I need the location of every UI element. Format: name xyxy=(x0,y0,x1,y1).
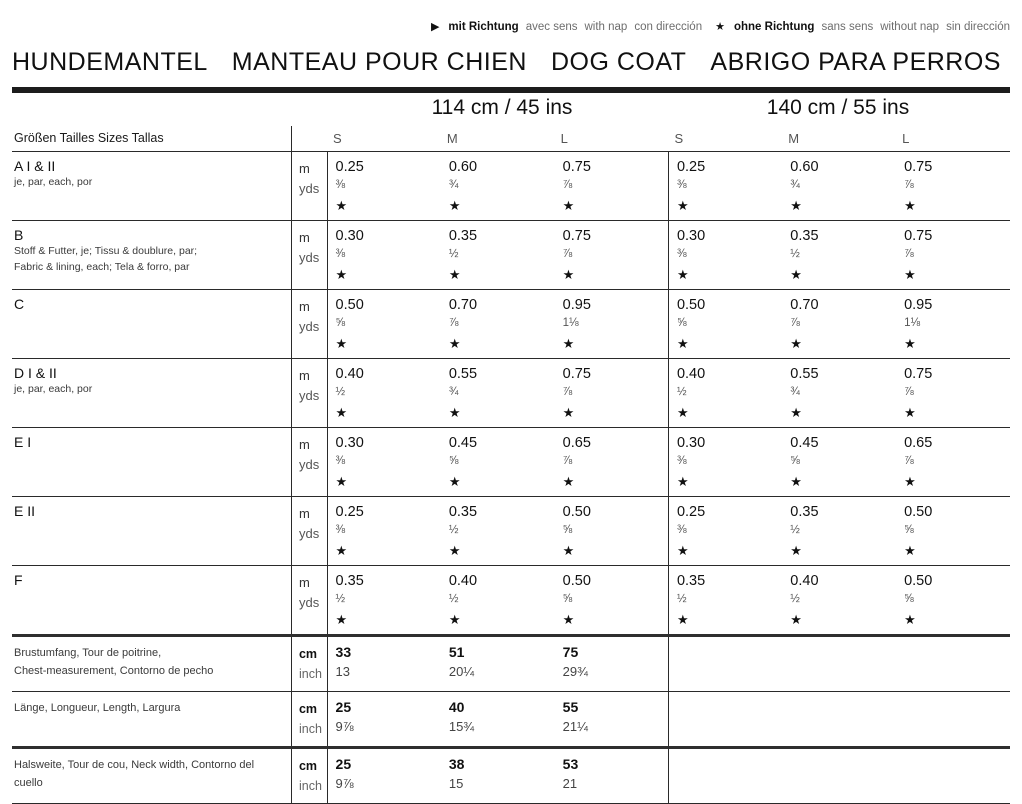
star-marker-icon: ★ xyxy=(904,473,916,489)
amount-meters: 0.50 xyxy=(904,572,933,589)
table-row xyxy=(12,289,1010,358)
star-marker-icon: ★ xyxy=(562,404,575,420)
fabric-amount-cell xyxy=(327,289,441,358)
unit-yards: yds xyxy=(298,387,320,403)
measurement-unit-cell xyxy=(291,691,327,747)
amount-meters: 0.65 xyxy=(562,434,591,451)
fabric-amount-cell xyxy=(782,427,896,496)
star-marker-icon: ★ xyxy=(790,335,802,351)
unit-meters: m xyxy=(298,505,310,521)
piece-label-cell xyxy=(12,496,291,565)
amount-meters: 0.55 xyxy=(790,365,819,382)
amount-meters: 0.60 xyxy=(790,158,819,175)
with-nap-label-de: mit Richtung xyxy=(448,21,519,33)
measurement-value-cell xyxy=(327,691,441,747)
measurement-inch: 15 xyxy=(448,775,464,791)
piece-label-cell xyxy=(12,565,291,635)
star-marker-icon: ★ xyxy=(335,266,348,282)
amount-yards: ½ xyxy=(335,592,346,605)
unit-header-cell xyxy=(291,126,327,151)
piece-label-cell xyxy=(12,427,291,496)
fabric-amount-cell xyxy=(896,427,1010,496)
amount-yards: ½ xyxy=(790,523,800,536)
fabric-amount-cell xyxy=(555,220,669,289)
amount-yards: ⅞ xyxy=(448,316,459,329)
fabric-amount-cell xyxy=(896,496,1010,565)
title-fr: MANTEAU POUR CHIEN xyxy=(231,48,527,76)
measurement-inch: 21¼ xyxy=(562,718,588,734)
amount-yards: ⅞ xyxy=(790,316,800,329)
title-divider xyxy=(12,87,1010,93)
fabric-amount-cell xyxy=(441,358,555,427)
unit-cell xyxy=(291,289,327,358)
amount-yards: ½ xyxy=(790,592,800,605)
unit-meters: m xyxy=(298,160,310,176)
measurement-value-cell xyxy=(327,635,441,691)
star-marker-icon: ★ xyxy=(676,266,689,282)
unit-cell xyxy=(291,358,327,427)
unit-meters: m xyxy=(298,574,310,590)
star-marker-icon: ★ xyxy=(676,611,689,627)
fabric-amount-cell xyxy=(782,289,896,358)
amount-yards: ⅞ xyxy=(904,454,914,467)
amount-meters: 0.75 xyxy=(562,158,591,175)
amount-yards: ⅝ xyxy=(562,592,573,605)
fabric-amount-cell xyxy=(782,358,896,427)
fabric-amount-cell xyxy=(896,565,1010,635)
amount-meters: 0.50 xyxy=(335,296,364,313)
amount-yards: ⅞ xyxy=(562,178,573,191)
amount-meters: 0.30 xyxy=(676,227,706,244)
table-row xyxy=(12,220,1010,289)
amount-yards: ⅜ xyxy=(335,523,346,536)
amount-yards: ⅝ xyxy=(448,454,459,467)
fabric-amount-cell xyxy=(555,151,669,220)
amount-yards: 1⅛ xyxy=(904,316,921,329)
amount-yards: ⅞ xyxy=(562,454,573,467)
star-marker-icon: ★ xyxy=(448,404,461,420)
fabric-amount-cell xyxy=(555,427,669,496)
fabric-amount-cell xyxy=(327,358,441,427)
fabric-amount-cell xyxy=(782,496,896,565)
amount-meters: 0.95 xyxy=(562,296,591,313)
title-de: HUNDEMANTEL xyxy=(12,48,208,76)
amount-yards: ½ xyxy=(335,385,346,398)
star-marker-icon: ★ xyxy=(904,335,916,351)
measurement-cm: 25 xyxy=(335,755,352,772)
fabric-amount-cell xyxy=(668,358,782,427)
piece-sublabel: je, par, each, por xyxy=(14,176,93,188)
star-marker-icon: ★ xyxy=(676,542,689,558)
unit-yards: yds xyxy=(298,318,320,334)
measurement-label: Brustumfang, Tour de poitrine, xyxy=(14,646,162,659)
with-nap-label-es: con dirección xyxy=(634,21,703,33)
star-marker-icon: ★ xyxy=(790,197,802,213)
amount-yards: ¾ xyxy=(790,385,800,398)
unit-cell xyxy=(291,427,327,496)
measurement-value-cell xyxy=(555,691,669,747)
star-marker-icon: ★ xyxy=(562,542,575,558)
amount-meters: 0.65 xyxy=(904,434,933,451)
fabric-amount-cell xyxy=(441,565,555,635)
unit-cell xyxy=(291,220,327,289)
star-marker-icon: ★ xyxy=(448,266,461,282)
measurement-empty-cell xyxy=(668,635,1010,691)
measurement-empty-cell xyxy=(668,747,1010,803)
piece-label-cell xyxy=(12,358,291,427)
star-marker-icon: ★ xyxy=(448,473,461,489)
unit-yards: yds xyxy=(298,180,320,196)
star-marker-icon: ★ xyxy=(448,611,461,627)
with-nap-legend-group xyxy=(431,22,702,34)
without-nap-label-en: without nap xyxy=(880,21,940,33)
amount-yards: ⅜ xyxy=(676,523,687,536)
amount-meters: 0.75 xyxy=(562,365,591,382)
star-marker-icon: ★ xyxy=(904,404,916,420)
fabric-amount-cell xyxy=(668,496,782,565)
amount-meters: 0.55 xyxy=(448,365,478,382)
star-marker-icon: ★ xyxy=(904,197,916,213)
fabric-amount-cell xyxy=(668,289,782,358)
amount-yards: ⅜ xyxy=(335,454,346,467)
measurement-cm: 38 xyxy=(448,755,465,772)
measurement-label-cell xyxy=(12,691,291,747)
measurement-cm: 53 xyxy=(562,755,579,772)
amount-meters: 0.50 xyxy=(904,503,933,520)
amount-yards: ⅝ xyxy=(676,316,687,329)
star-marker-icon: ★ xyxy=(790,266,802,282)
fabric-width-140: 140 cm / 55 ins xyxy=(766,96,910,119)
unit-meters: m xyxy=(298,436,310,452)
measurement-value-cell xyxy=(441,747,555,803)
fabric-amount-cell xyxy=(782,220,896,289)
measurement-inch: 20¼ xyxy=(448,663,475,679)
unit-cell xyxy=(291,151,327,220)
measurement-cm: 55 xyxy=(562,698,579,715)
amount-yards: ⅝ xyxy=(904,523,914,536)
amount-meters: 0.60 xyxy=(448,158,478,175)
fabric-amount-cell xyxy=(555,565,669,635)
piece-sublabel: Stoff & Futter, je; Tissu & doublure, par; xyxy=(14,245,198,257)
amount-meters: 0.95 xyxy=(904,296,933,313)
measurement-row xyxy=(12,635,1010,691)
measurement-unit-cell xyxy=(291,635,327,691)
size-header-114-s: S xyxy=(327,126,441,151)
measurement-label-2: Chest-measurement, Contorno de pecho xyxy=(14,664,214,677)
measurement-cm: 75 xyxy=(562,643,579,660)
size-header-114-m: M xyxy=(441,126,555,151)
piece-label: E I xyxy=(14,433,32,450)
amount-meters: 0.30 xyxy=(676,434,706,451)
measurement-label-cell xyxy=(12,747,291,803)
fabric-amount-cell xyxy=(782,151,896,220)
amount-meters: 0.45 xyxy=(790,434,819,451)
unit-meters: m xyxy=(298,298,310,314)
amount-meters: 0.70 xyxy=(448,296,478,313)
nap-legend xyxy=(431,22,1010,34)
fabric-amount-cell xyxy=(441,496,555,565)
fabric-amount-cell xyxy=(668,220,782,289)
star-marker-icon: ★ xyxy=(790,473,802,489)
star-marker-icon: ★ xyxy=(562,335,575,351)
amount-meters: 0.75 xyxy=(904,365,933,382)
unit-cm: cm xyxy=(298,758,318,773)
measurement-inch: 9⅞ xyxy=(335,718,354,734)
table-row xyxy=(12,496,1010,565)
amount-meters: 0.75 xyxy=(562,227,591,244)
piece-label: D I & II xyxy=(14,364,57,381)
without-nap-label-es: sin dirección xyxy=(946,21,1010,33)
measurement-cm: 33 xyxy=(335,643,352,660)
amount-meters: 0.40 xyxy=(448,572,478,589)
amount-meters: 0.50 xyxy=(562,503,591,520)
size-header-140-m: M xyxy=(782,126,896,151)
amount-meters: 0.25 xyxy=(335,503,364,520)
fabric-amount-cell xyxy=(327,496,441,565)
fabric-width-114: 114 cm / 45 ins xyxy=(431,96,573,119)
star-marker-icon: ★ xyxy=(904,611,916,627)
piece-label: B xyxy=(14,226,24,243)
without-nap-legend-group xyxy=(715,22,1010,34)
star-marker-icon: ★ xyxy=(790,611,802,627)
star-marker-icon: ★ xyxy=(562,197,575,213)
amount-yards: ¾ xyxy=(448,385,459,398)
star-marker-icon: ★ xyxy=(448,335,461,351)
fabric-amount-cell xyxy=(327,220,441,289)
star-marker-icon: ★ xyxy=(676,404,689,420)
unit-yards: yds xyxy=(298,525,320,541)
amount-meters: 0.40 xyxy=(676,365,706,382)
amount-yards: ½ xyxy=(676,385,687,398)
fabric-amount-cell xyxy=(327,427,441,496)
fabric-amount-cell xyxy=(327,151,441,220)
fabric-amount-cell xyxy=(896,151,1010,220)
table-row xyxy=(12,565,1010,635)
fabric-requirements-table xyxy=(12,126,1010,804)
piece-sublabel: je, par, each, por xyxy=(14,383,93,395)
amount-yards: ⅝ xyxy=(335,316,346,329)
star-marker-icon: ★ xyxy=(335,404,348,420)
amount-yards: ⅜ xyxy=(335,247,346,260)
star-marker-icon: ★ xyxy=(448,197,461,213)
measurement-inch: 9⅞ xyxy=(335,775,354,791)
fabric-amount-cell xyxy=(668,427,782,496)
measurement-value-cell xyxy=(555,747,669,803)
amount-meters: 0.70 xyxy=(790,296,819,313)
title-es: ABRIGO PARA PERROS xyxy=(710,48,1001,76)
fabric-amount-cell xyxy=(668,565,782,635)
star-marker-icon: ★ xyxy=(676,335,689,351)
measurement-inch: 15¾ xyxy=(448,718,475,734)
fabric-amount-cell xyxy=(441,289,555,358)
star-marker-icon: ★ xyxy=(335,611,348,627)
amount-meters: 0.40 xyxy=(335,365,364,382)
table-row xyxy=(12,151,1010,220)
amount-yards: ⅝ xyxy=(562,523,573,536)
fabric-amount-cell xyxy=(896,289,1010,358)
amount-yards: ⅝ xyxy=(904,592,914,605)
amount-yards: ⅜ xyxy=(676,247,687,260)
star-marker-icon: ★ xyxy=(790,542,802,558)
amount-meters: 0.25 xyxy=(676,158,706,175)
amount-yards: ½ xyxy=(676,592,687,605)
fabric-amount-cell xyxy=(441,151,555,220)
unit-yards: yds xyxy=(298,456,320,472)
amount-meters: 0.75 xyxy=(904,158,933,175)
fabric-amount-cell xyxy=(668,151,782,220)
amount-meters: 0.25 xyxy=(335,158,364,175)
amount-meters: 0.35 xyxy=(448,503,478,520)
measurement-inch: 29¾ xyxy=(562,663,588,679)
measurement-label-cell xyxy=(12,635,291,691)
star-marker-icon: ★ xyxy=(562,611,575,627)
star-marker-icon: ★ xyxy=(448,542,461,558)
without-nap-label-de: ohne Richtung xyxy=(733,21,815,33)
amount-meters: 0.45 xyxy=(448,434,478,451)
table-row xyxy=(12,358,1010,427)
piece-label: F xyxy=(14,571,23,588)
triangle-marker-icon: ▶ xyxy=(430,21,440,34)
fabric-amount-cell xyxy=(327,565,441,635)
star-marker-icon: ★ xyxy=(335,542,348,558)
unit-yards: yds xyxy=(298,249,320,265)
unit-cell xyxy=(291,565,327,635)
piece-label-cell xyxy=(12,220,291,289)
fabric-amount-cell xyxy=(782,565,896,635)
sizes-header-label: Größen Tailles Sizes Tallas xyxy=(12,126,291,151)
amount-yards: ⅜ xyxy=(676,178,687,191)
star-marker-icon: ★ xyxy=(676,197,689,213)
star-marker-icon: ★ xyxy=(790,404,802,420)
unit-yards: yds xyxy=(298,594,320,610)
star-marker-icon: ★ xyxy=(715,21,725,34)
fabric-amount-cell xyxy=(441,220,555,289)
amount-yards: ⅞ xyxy=(562,247,573,260)
measurement-inch: 13 xyxy=(335,663,350,679)
unit-meters: m xyxy=(298,229,310,245)
piece-label: C xyxy=(14,295,25,312)
measurement-unit-cell xyxy=(291,747,327,803)
table-header-row xyxy=(12,126,1010,151)
amount-meters: 0.30 xyxy=(335,227,364,244)
measurement-cm: 51 xyxy=(448,643,465,660)
fabric-amount-cell xyxy=(555,496,669,565)
piece-label: E II xyxy=(14,502,36,519)
amount-yards: ⅜ xyxy=(335,178,346,191)
with-nap-label-fr: avec sens xyxy=(525,21,578,33)
amount-yards: ¾ xyxy=(448,178,459,191)
star-marker-icon: ★ xyxy=(904,542,916,558)
amount-meters: 0.35 xyxy=(790,503,819,520)
without-nap-label-fr: sans sens xyxy=(821,21,874,33)
measurement-cm: 40 xyxy=(448,698,465,715)
amount-yards: ⅞ xyxy=(904,247,914,260)
measurement-row xyxy=(12,691,1010,747)
amount-meters: 0.50 xyxy=(676,296,706,313)
measurement-inch: 21 xyxy=(562,775,578,791)
amount-yards: ⅞ xyxy=(562,385,573,398)
amount-yards: ½ xyxy=(448,247,459,260)
fabric-amount-cell xyxy=(896,358,1010,427)
amount-meters: 0.35 xyxy=(790,227,819,244)
with-nap-label-en: with nap xyxy=(584,21,628,33)
measurement-row xyxy=(12,747,1010,803)
fabric-amount-cell xyxy=(555,358,669,427)
amount-yards: ⅝ xyxy=(790,454,800,467)
measurement-cm: 25 xyxy=(335,698,352,715)
amount-meters: 0.75 xyxy=(904,227,933,244)
fabric-width-headers xyxy=(12,96,1010,126)
page-title xyxy=(12,48,1001,77)
amount-meters: 0.25 xyxy=(676,503,706,520)
size-header-140-s: S xyxy=(668,126,782,151)
amount-meters: 0.35 xyxy=(448,227,478,244)
unit-cm: cm xyxy=(298,646,318,661)
piece-label-cell xyxy=(12,289,291,358)
piece-sublabel-2: Fabric & lining, each; Tela & forro, par xyxy=(14,260,190,273)
amount-meters: 0.50 xyxy=(562,572,591,589)
title-en: DOG COAT xyxy=(550,48,687,76)
star-marker-icon: ★ xyxy=(562,473,575,489)
amount-yards: ⅞ xyxy=(904,385,914,398)
unit-meters: m xyxy=(298,367,310,383)
star-marker-icon: ★ xyxy=(335,473,348,489)
amount-meters: 0.30 xyxy=(335,434,364,451)
size-header-140-l: L xyxy=(896,126,1010,151)
unit-inch: inch xyxy=(298,666,322,681)
star-marker-icon: ★ xyxy=(904,266,916,282)
amount-meters: 0.35 xyxy=(335,572,364,589)
unit-cm: cm xyxy=(298,701,318,716)
measurement-empty-cell xyxy=(668,691,1010,747)
amount-meters: 0.35 xyxy=(676,572,706,589)
star-marker-icon: ★ xyxy=(676,473,689,489)
amount-yards: ½ xyxy=(448,523,459,536)
amount-meters: 0.40 xyxy=(790,572,819,589)
measurement-label: Länge, Longueur, Length, Largura xyxy=(14,701,181,714)
fabric-amount-cell xyxy=(896,220,1010,289)
piece-label-cell xyxy=(12,151,291,220)
piece-label: A I & II xyxy=(14,157,56,174)
table-row xyxy=(12,427,1010,496)
star-marker-icon: ★ xyxy=(562,266,575,282)
amount-yards: ⅜ xyxy=(676,454,687,467)
size-header-114-l: L xyxy=(555,126,669,151)
unit-inch: inch xyxy=(298,778,322,793)
amount-yards: 1⅛ xyxy=(562,316,579,329)
unit-inch: inch xyxy=(298,721,322,736)
measurement-label: Halsweite, Tour de cou, Neck width, Contorno del cuello xyxy=(14,758,255,789)
fabric-amount-cell xyxy=(555,289,669,358)
star-marker-icon: ★ xyxy=(335,335,348,351)
fabric-amount-cell xyxy=(441,427,555,496)
amount-yards: ⅞ xyxy=(904,178,914,191)
measurement-value-cell xyxy=(327,747,441,803)
amount-yards: ½ xyxy=(790,247,800,260)
amount-yards: ¾ xyxy=(790,178,800,191)
measurement-value-cell xyxy=(441,635,555,691)
measurement-value-cell xyxy=(441,691,555,747)
star-marker-icon: ★ xyxy=(335,197,348,213)
measurement-value-cell xyxy=(555,635,669,691)
unit-cell xyxy=(291,496,327,565)
amount-yards: ½ xyxy=(448,592,459,605)
